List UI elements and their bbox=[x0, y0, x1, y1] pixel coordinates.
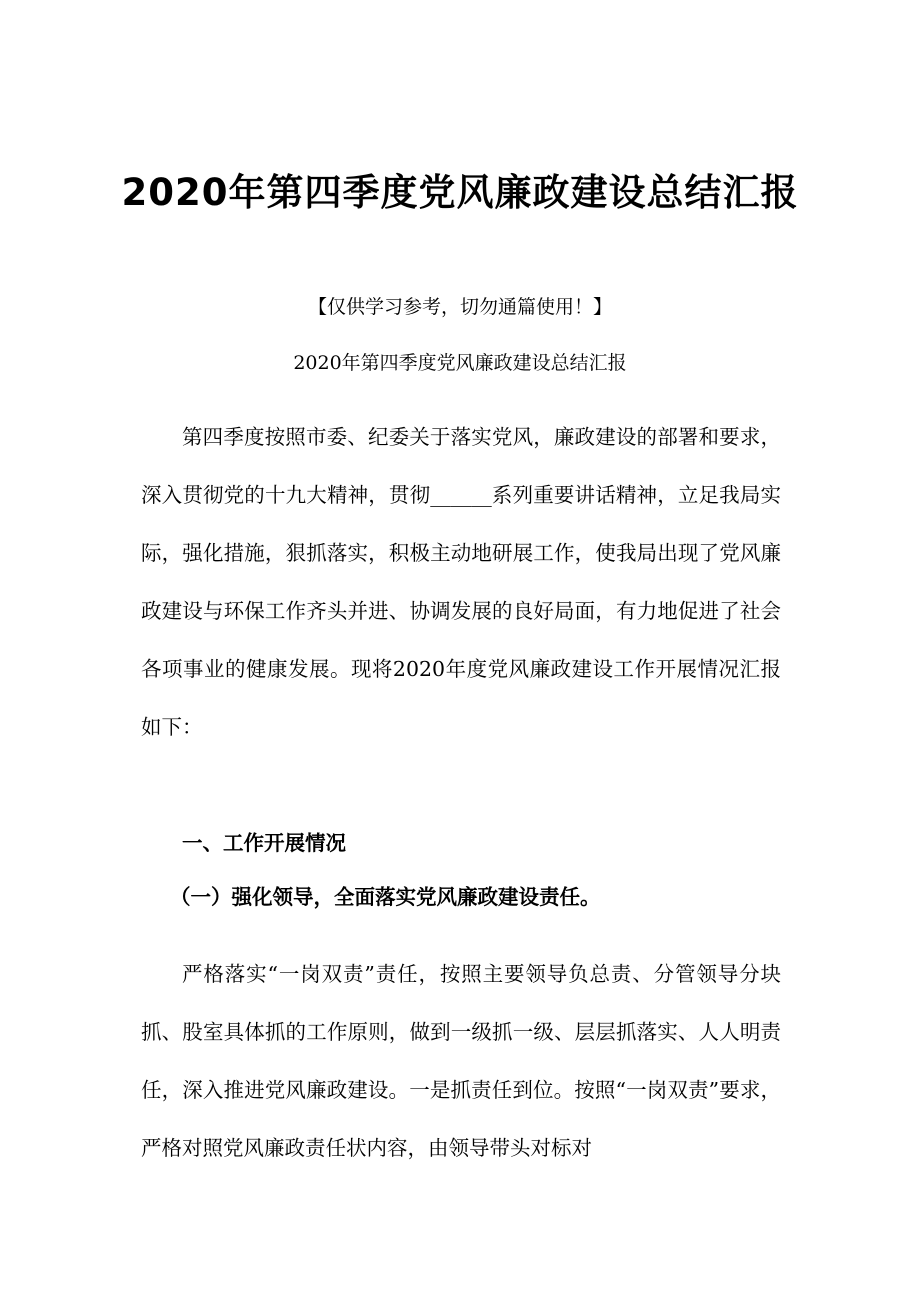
intro-paragraph: 第四季度按照市委、纪委关于落实党风，廉政建设的部署和要求，深入贯彻党的十九大精神，贯彻______系列重要讲话精神，立足我局实际，强化措施，狠抓落实，积极主动地研展工作，使我局出现了党风廉政建设与环保工作齐头并进、协调发展的良好局面，有力地促进了社会各项事业的健康发展。现将2020年度党风廉政建设工作开展情况汇报如下： bbox=[141, 425, 781, 739]
document-subtitle: 2020年第四季度党风廉政建设总结汇报 bbox=[293, 352, 627, 374]
usage-notice: 【仅供学习参考，切勿通篇使用！】 bbox=[307, 296, 612, 318]
document-title: 2020年第四季度党风廉政建设总结汇报 bbox=[121, 171, 799, 214]
section-heading-work-status: 一、工作开展情况 bbox=[182, 831, 346, 855]
body-paragraph: 严格落实“一岗双责”责任，按照主要领导负总责、分管领导分块抓、股室具体抓的工作原则，做到一级抓一级、层层抓落实、人人明责任，深入推进党风廉政建设。一是抓责任到位。按照“一岗双责”要求，严格对照党风廉政责任状内容，由领导带头对标对 bbox=[141, 962, 781, 1160]
subsection-heading-leadership: （一）强化领导，全面落实党风廉政建设责任。 bbox=[170, 885, 601, 909]
